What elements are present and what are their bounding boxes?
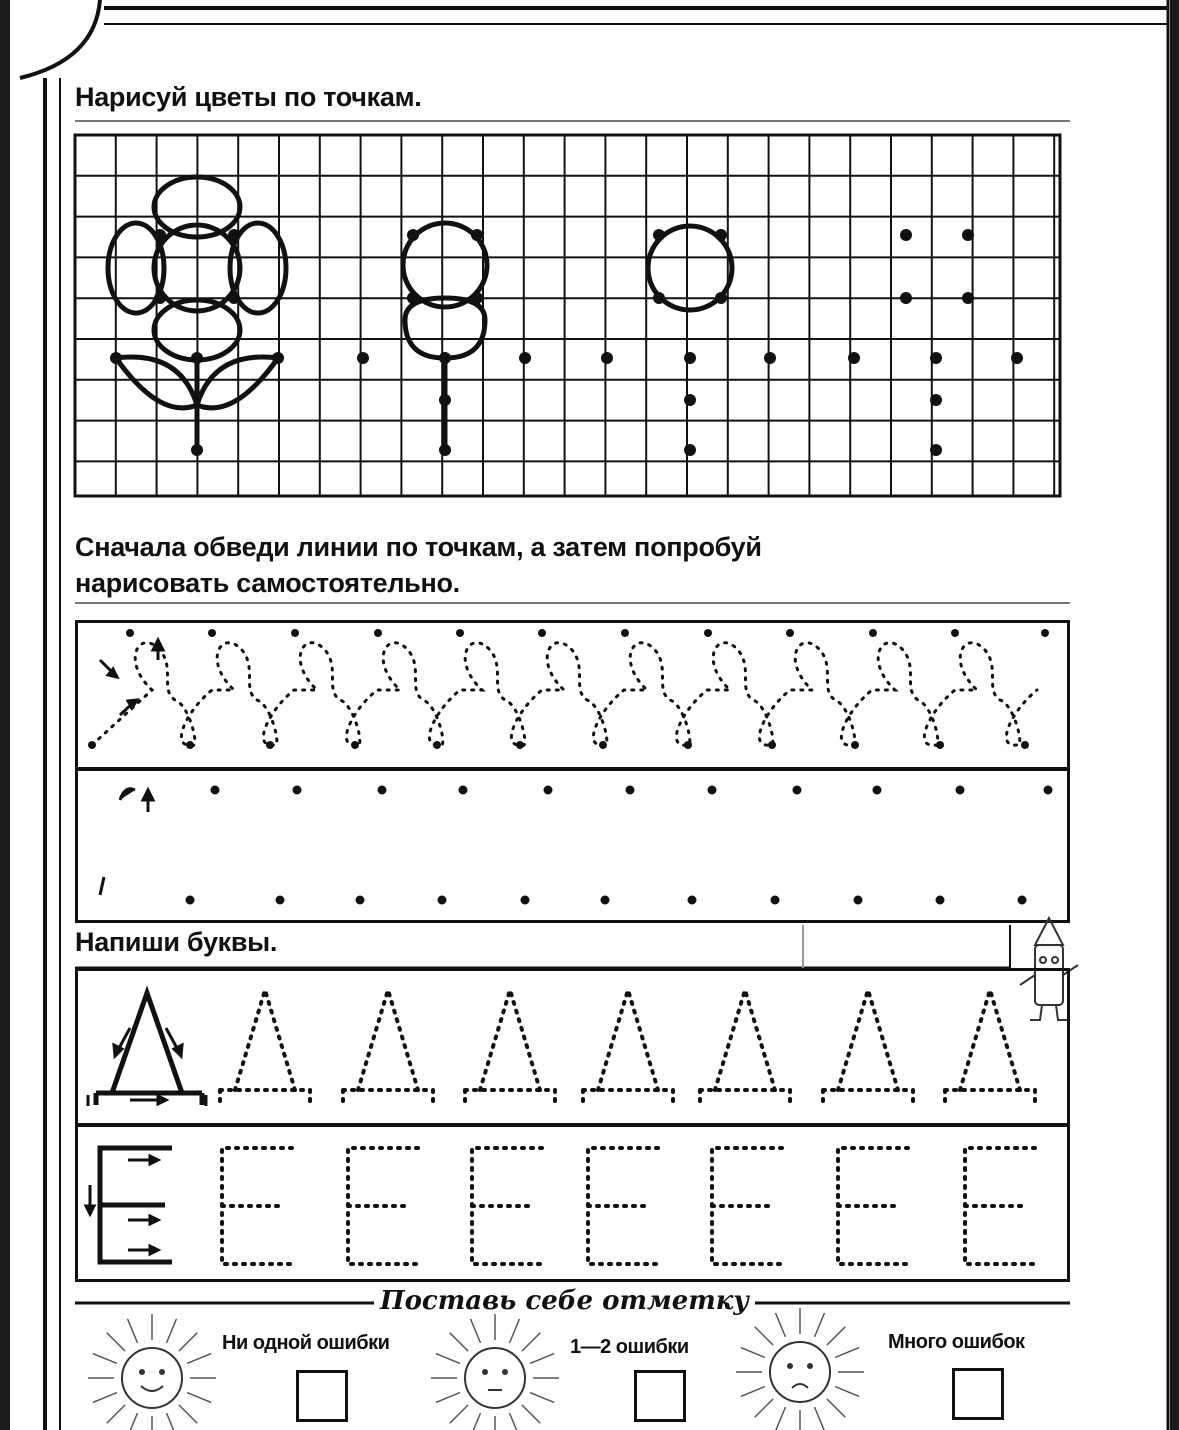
lines-instruction-line1: Сначала обведи линии по точкам, а затем попробуй <box>75 532 762 562</box>
grade-label-many-mistakes: Много ошибок <box>888 1331 1025 1353</box>
sun-icon <box>736 1308 864 1430</box>
sun-icon <box>431 1314 559 1430</box>
grade-label-no-mistakes: Ни одной ошибки <box>222 1332 390 1354</box>
flowers-instruction: Нарисуй цветы по точкам. <box>75 82 422 112</box>
grade-label-few-mistakes: 1—2 ошибки <box>570 1336 689 1358</box>
lines-instruction-line2: нарисовать самостоятельно. <box>75 568 460 598</box>
sun-icon <box>88 1314 216 1430</box>
letters-instruction: Напиши буквы. <box>75 927 278 957</box>
grading-title: Поставь себе отметку <box>374 1286 755 1316</box>
